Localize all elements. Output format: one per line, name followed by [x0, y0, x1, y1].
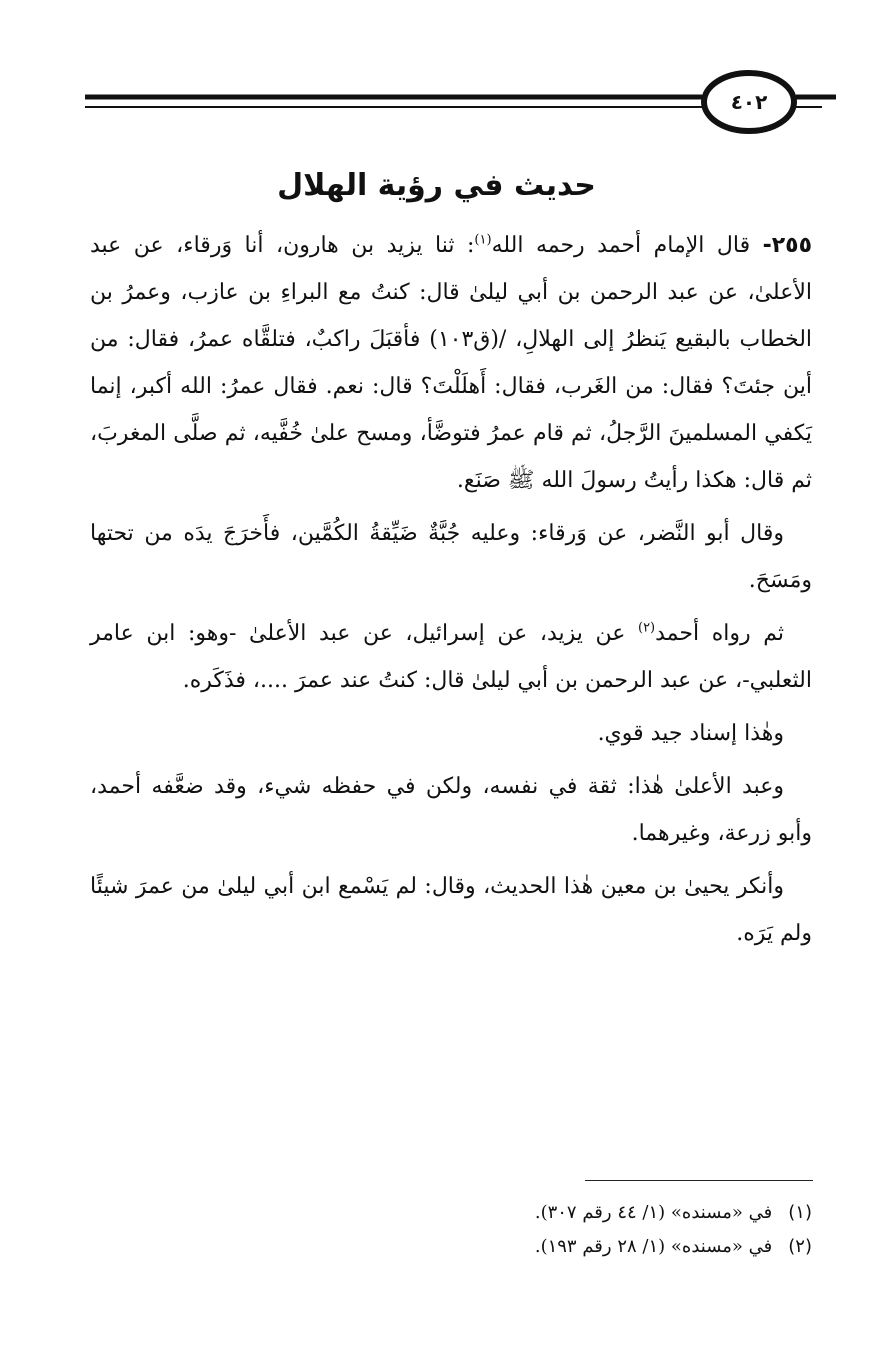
footnote-marker: (١): [474, 232, 492, 248]
footnotes: [90, 1196, 812, 1264]
paragraph-text: عن يزيد، عن إسرائيل، عن عبد الأعلىٰ -وهو: ابن عامر الثعلبي-، عن عبد الرحمن بن أبي ليلىٰ قال: كنتُ عند عمرَ ....، فذَكَره.: [90, 621, 812, 693]
footnote-text: في «مسنده» (١/ ٢٨ رقم ١٩٣).: [534, 1236, 773, 1257]
hadith-number: ٢٥٥-: [762, 233, 813, 258]
footnote-1: [90, 1196, 812, 1230]
paragraph-text: : ثنا يزيد بن هارون، أنا وَرقاء، عن عبد الأعلىٰ، عن عبد الرحمن بن أبي ليلىٰ قال: كنتُ مع البراءِ بن عازب، وعمرُ بن الخطاب بالبقيع يَنظرُ إلى الهلالِ، /(ق١٠٣) فأقبَلَ راكبٌ، فتلقَّاه عمرُ، فقال: من أين جئتَ؟ فقال: من الغَرب، فقال: أَهلَلْتَ؟ قال: نعم. فقال عمرُ: الله أكبر، إنما يَكفي المسلمينَ الرَّجلُ، ثم قام عمرُ فتوضَّأ، ومسح علىٰ خُفَّيه، ثم صلَّى المغربَ، ثم قال: هكذا رأيتُ رسولَ الله ﷺ صَنَع.: [90, 233, 813, 493]
footnote-text: في «مسنده» (١/ ٤٤ رقم ٣٠٧).: [534, 1202, 773, 1223]
paragraph-hadith-255: [90, 222, 812, 504]
paragraph-text: قال الإمام أحمد رحمه الله: [491, 233, 763, 258]
paragraph-text: ثم رواه أحمد: [655, 621, 784, 646]
paragraph: وعبد الأعلىٰ هٰذا: ثقة في نفسه، ولكن في حفظه شيء، وقد ضعَّفه أحمد، وأبو زرعة، وغيرهما.: [90, 774, 812, 846]
main-text: [90, 222, 812, 963]
paragraph: [90, 610, 812, 704]
footnote-number: (٢): [788, 1236, 812, 1257]
footnote-separator: [585, 1180, 813, 1181]
paragraph: وأنكر يحيىٰ بن معين هٰذا الحديث، وقال: لم يَسْمع ابن أبي ليلىٰ من عمرَ شيئًا ولم يَرَه.: [90, 874, 812, 946]
page-number: ٤٠٢: [730, 90, 768, 114]
paragraph: وقال أبو النَّضر، عن وَرقاء: وعليه جُبَّةٌ ضَيِّقةُ الكُمَّين، فأَخرَجَ يدَه من تحتها ومَسَحَ.: [90, 521, 812, 593]
paragraph: وهٰذا إسناد جيد قوي.: [597, 721, 784, 746]
footnote-marker: (٢): [637, 620, 656, 636]
footnote-number: (١): [788, 1202, 812, 1223]
footnote-2: [90, 1230, 812, 1264]
page-title: حديث في رؤية الهلال: [277, 168, 596, 203]
page-header: [0, 0, 873, 150]
